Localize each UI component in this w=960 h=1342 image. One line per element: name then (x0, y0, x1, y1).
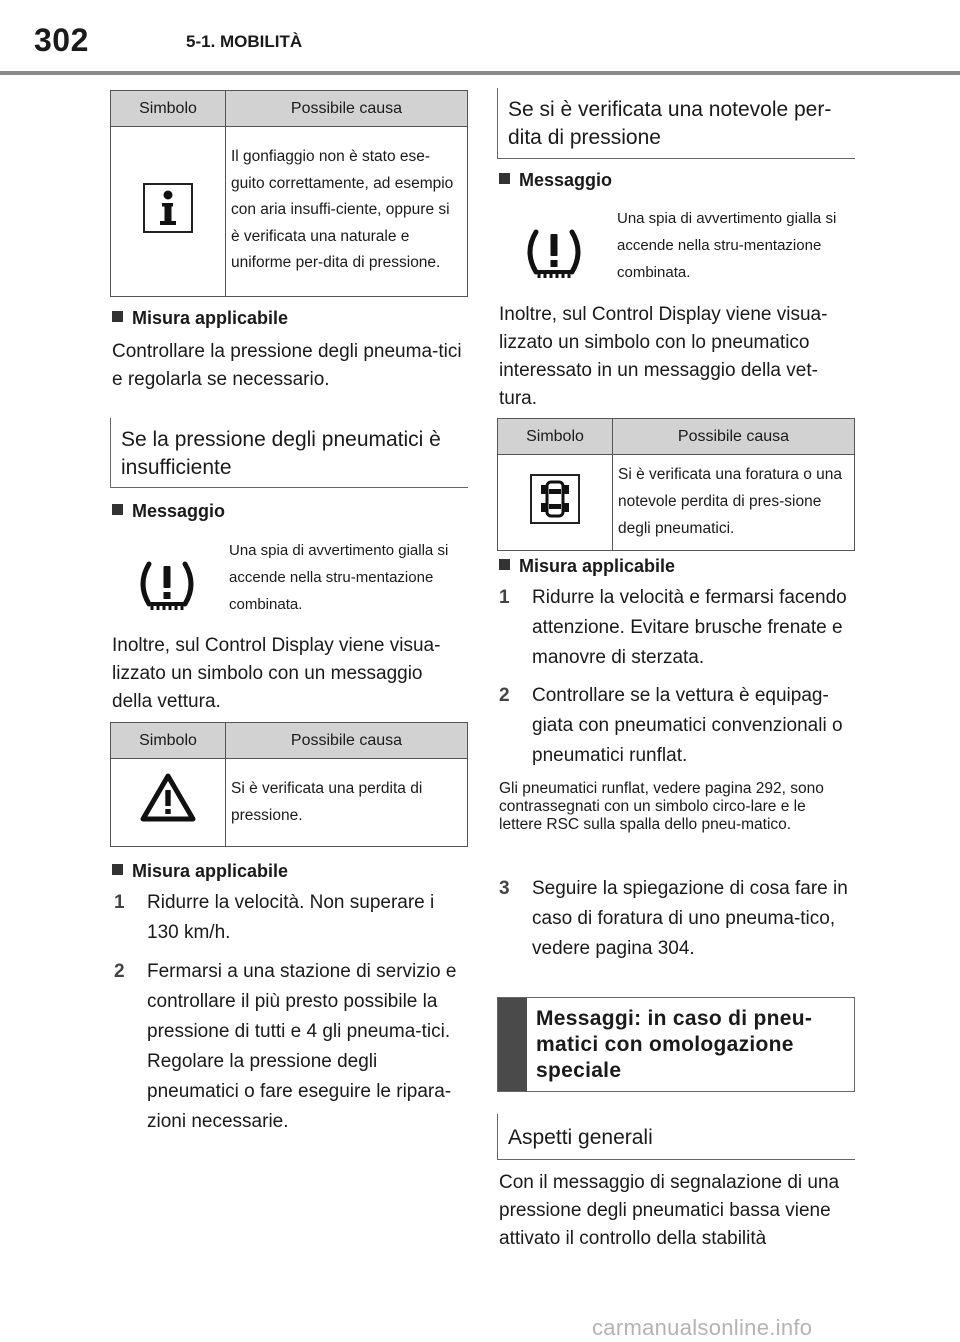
col-header-symbol: Simbolo (111, 91, 226, 127)
col-header-cause: Possibile causa (226, 91, 468, 127)
header-rule (0, 71, 960, 75)
measure-text: Controllare la pressione degli pneuma-tici e regolarla se necessario. (112, 341, 462, 390)
tire-pressure-warning-icon (135, 560, 199, 621)
message-heading: Messaggio (112, 501, 225, 522)
boxed-heading-notable-loss: Se si è verificata una notevole per-dita di pressione (497, 88, 855, 159)
step-2: 2 Controllare se la vettura è equipag-giata con pneumatici convenzionali o pneumatici runflat. (499, 685, 843, 766)
info-icon (143, 183, 193, 233)
page-number: 302 (34, 22, 89, 58)
watermark: carmanualsonline.info (592, 1315, 813, 1340)
cause-text: Si è verificata una foratura o una notevole perdita di pres-sione degli pneumatici. (613, 455, 855, 551)
step-2: 2 Fermarsi a una stazione di servizio e controllare il più presto possibile la pressione di tutti e 4 gli pneuma-tici. Regolare la pressione degli pneumatici o fare eseguire le ripara-zioni necessarie. (114, 961, 457, 1132)
warning-triangle-icon (140, 773, 196, 832)
boxed-heading-general: Aspetti generali (497, 1114, 855, 1160)
page-header (0, 0, 960, 76)
tire-pressure-warning-icon (522, 228, 586, 289)
dark-heading-special-tires: Messaggi: in caso di pneu-matici con omologazione speciale (497, 997, 855, 1092)
boxed-heading-low-pressure: Se la pressione degli pneumatici è insufficiente (110, 418, 468, 488)
control-display-text: Inoltre, sul Control Display viene visua-lizzato un simbolo con lo pneumatico interessato in un messaggio della vet-tura. (499, 304, 828, 409)
step-1: 1 Ridurre la velocità. Non superare i 130 km/h. (114, 892, 435, 943)
cause-text: Il gonfiaggio non è stato ese-guito correttamente, ad esempio con aria insuffi-ciente, oppure si è verificata una naturale e uniforme per-dita di pressione. (226, 127, 468, 297)
cause-text: Si è verificata una perdita di pressione. (226, 759, 468, 847)
symbol-table-pressure-loss (110, 722, 468, 847)
runflat-note: Gli pneumatici runflat, vedere pagina 292, sono contrassegnati con un simbolo circo-lare e le lettere RSC sulla spalla dello pneu-matico. (499, 780, 824, 833)
car-tires-icon (530, 474, 580, 524)
col-header-cause: Possibile causa (226, 723, 468, 759)
section-title: 5-1. MOBILITÀ (186, 32, 303, 51)
message-heading: Messaggio (499, 170, 612, 191)
measure-heading: Misura applicabile (112, 861, 288, 882)
step-3: 3 Seguire la spiegazione di cosa fare in caso di foratura di uno pneuma-tico, vedere pagina 304. (499, 878, 848, 959)
control-display-text: Inoltre, sul Control Display viene visua-lizzato un simbolo con un messaggio della vettura. (112, 635, 441, 712)
final-text: Con il messaggio di segnalazione di una pressione degli pneumatici bassa viene attivato il controllo della stabilità (499, 1172, 840, 1249)
measure-heading: Misura applicabile (499, 556, 675, 577)
step-1: 1 Ridurre la velocità e fermarsi facendo attenzione. Evitare brusche frenate e manovre di sterzata. (499, 587, 847, 668)
col-header-symbol: Simbolo (111, 723, 226, 759)
col-header-symbol: Simbolo (498, 419, 613, 455)
symbol-table-puncture (497, 418, 855, 551)
warning-text: Una spia di avvertimento gialla si accende nella stru-mentazione combinata. (617, 210, 837, 281)
warning-text: Una spia di avvertimento gialla si accende nella stru-mentazione combinata. (229, 542, 449, 613)
measure-heading: Misura applicabile (112, 308, 288, 329)
symbol-table-info (110, 90, 468, 297)
col-header-cause: Possibile causa (613, 419, 855, 455)
